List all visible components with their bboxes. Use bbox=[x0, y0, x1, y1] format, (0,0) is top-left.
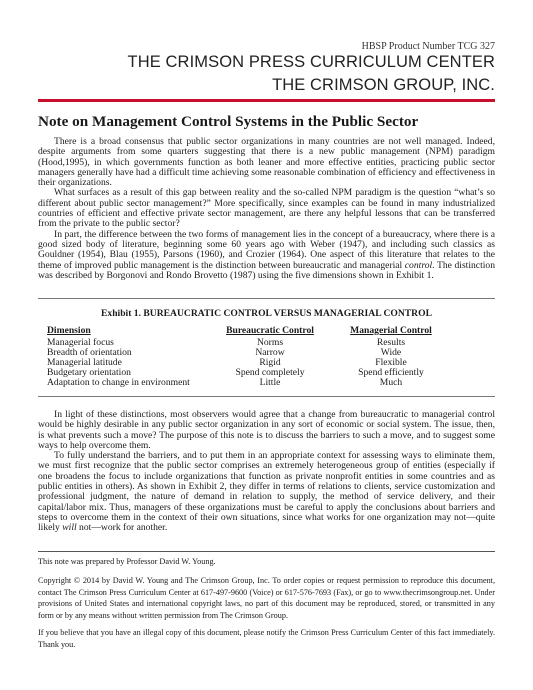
cell-dimension: Adaptation to change in environment bbox=[47, 377, 190, 388]
copyright-notice: Copyright © 2014 by David W. Young and The Crimson Group, Inc. To order copies or request permission to reproduce this document, contact The Crimson Press Curriculum Center at 617-497-9600 (Voice) or 617-576-7693 (Fax), or go to www.thecrimsongroup.net. Under provisions of United States and international copyright laws, no part of this document may be reproduced, stored, or transmitted in any form or by any means without written permission from The Crimson Group. bbox=[38, 576, 495, 620]
product-number: HBSP Product Number TCG 327 bbox=[361, 41, 495, 52]
body-paragraph-3 bbox=[38, 230, 495, 281]
body-paragraph-1: There is a broad consensus that public sector organizations in many countries are not well managed. Indeed, despite arguments from some quarters suggesting that there is a new public management (NPM) paradigm (Hood,1995), in which governments function as both leaner and more effective entities, practicing public sector managers generally have had a difficult time achieving some reasonable combination of efficiency and effectiveness in their organizations. bbox=[38, 136, 495, 189]
cell-managerial: Wide bbox=[380, 347, 402, 358]
footer-rule bbox=[38, 551, 495, 552]
paragraph-text: In light of these distinctions, most observers would agree that a change from bureaucratic to managerial control would be highly desirable in any public sector organization in any sort of economic or social system. The issue, then, is what prevents such a move? The purpose of this note is to discuss the barriers to such a move, and to suggest some ways to help overcome them. bbox=[38, 409, 495, 451]
column-header-dimension: Dimension bbox=[47, 325, 91, 336]
paragraph-emphasis: control bbox=[404, 259, 433, 271]
exhibit-bottom-rule bbox=[38, 396, 495, 397]
cell-bureaucratic: Norms bbox=[256, 337, 284, 348]
paragraph-emphasis: will bbox=[62, 522, 77, 534]
column-header-bureaucratic: Bureaucratic Control bbox=[226, 325, 314, 336]
exhibit-title: Exhibit 1. BUREAUCRATIC CONTROL VERSUS MANAGERIAL CONTROL bbox=[101, 308, 432, 319]
body-paragraph-4 bbox=[38, 410, 495, 451]
cell-managerial: Spend efficiently bbox=[358, 367, 424, 378]
body-section-bottom bbox=[38, 410, 495, 534]
cell-bureaucratic: Little bbox=[259, 377, 281, 388]
cell-dimension: Managerial focus bbox=[47, 337, 114, 348]
exhibit-header-row bbox=[0, 326, 533, 336]
exhibit-top-rule bbox=[38, 298, 495, 299]
column-header-managerial: Managerial Control bbox=[350, 325, 432, 336]
cell-managerial: Flexible bbox=[375, 357, 407, 368]
cell-dimension: Managerial latitude bbox=[47, 357, 122, 368]
cell-dimension: Budgetary orientation bbox=[47, 367, 131, 378]
header-red-rule bbox=[38, 99, 495, 102]
preparer-note: This note was prepared by Professor David W. Young. bbox=[38, 557, 216, 566]
paragraph-text: . The distinction was described by Borgonovi and Rondo Brovetto (1987) using the five dimensions shown in Exhibit 1. bbox=[38, 259, 495, 281]
cell-managerial: Much bbox=[379, 377, 403, 388]
paragraph-text: In part, the difference between the two forms of management lies in the concept of a bureaucracy, where there is a good sized body of literature, beginning some 60 years ago with Weber (1947), and including such classics as Gouldner (1954), Blau (1955), Parsons (1960), and Crozier (1964). One aspect of this literature that relates to the theme of improved public management is the distinction between bureaucratic and managerial bbox=[38, 228, 495, 271]
cell-bureaucratic: Spend completely bbox=[235, 367, 305, 378]
document-title: Note on Management Control Systems in the Public Sector bbox=[38, 113, 419, 130]
cell-dimension: Breadth of orientation bbox=[47, 347, 132, 358]
illegal-copy-notice: If you believe that you have an illegal copy of this document, please notify the Crimson Press Curriculum Center of this fact immediately. Thank you. bbox=[38, 628, 495, 649]
exhibit-row bbox=[0, 378, 533, 388]
org-name-line2: THE CRIMSON GROUP, INC. bbox=[272, 76, 495, 94]
org-name-line1: THE CRIMSON PRESS CURRICULUM CENTER bbox=[127, 53, 495, 71]
cell-managerial: Results bbox=[376, 337, 406, 348]
cell-bureaucratic: Narrow bbox=[255, 347, 285, 358]
paragraph-text: not—work for another. bbox=[76, 522, 168, 534]
paragraph-text: To fully understand the barriers, and to put them in an appropriate context for assessing ways to eliminate them, we must first recognize that the public sector comprises an extremely heterogeneous group of entities (especially if one broadens the focus to include organizations that function as private nonprofit entities in some countries and as public entities in others). As shown in Exhibit 2, they differ in terms of relations to clients, service customization and professional judgment, the nature of demand in relation to supply, the method of service delivery, and their capital/labor mix. Thus, managers of these organizations must be careful to apply the conclusions about barriers and steps to overcome them in the context of their own situations, since what works for one organization may not—quite likely bbox=[38, 450, 495, 534]
body-section-top bbox=[38, 137, 495, 281]
cell-bureaucratic: Rigid bbox=[259, 357, 281, 368]
body-paragraph-2: What surfaces as a result of this gap between reality and the so-called NPM paradigm is the question “what’s so different about public sector management?” More specifically, since examples can be found in many industrialized countries of efficient and effective private sector management, are there any helpful lessons that can be transferred from the private to the public sector? bbox=[38, 187, 495, 230]
body-paragraph-5 bbox=[38, 451, 495, 533]
